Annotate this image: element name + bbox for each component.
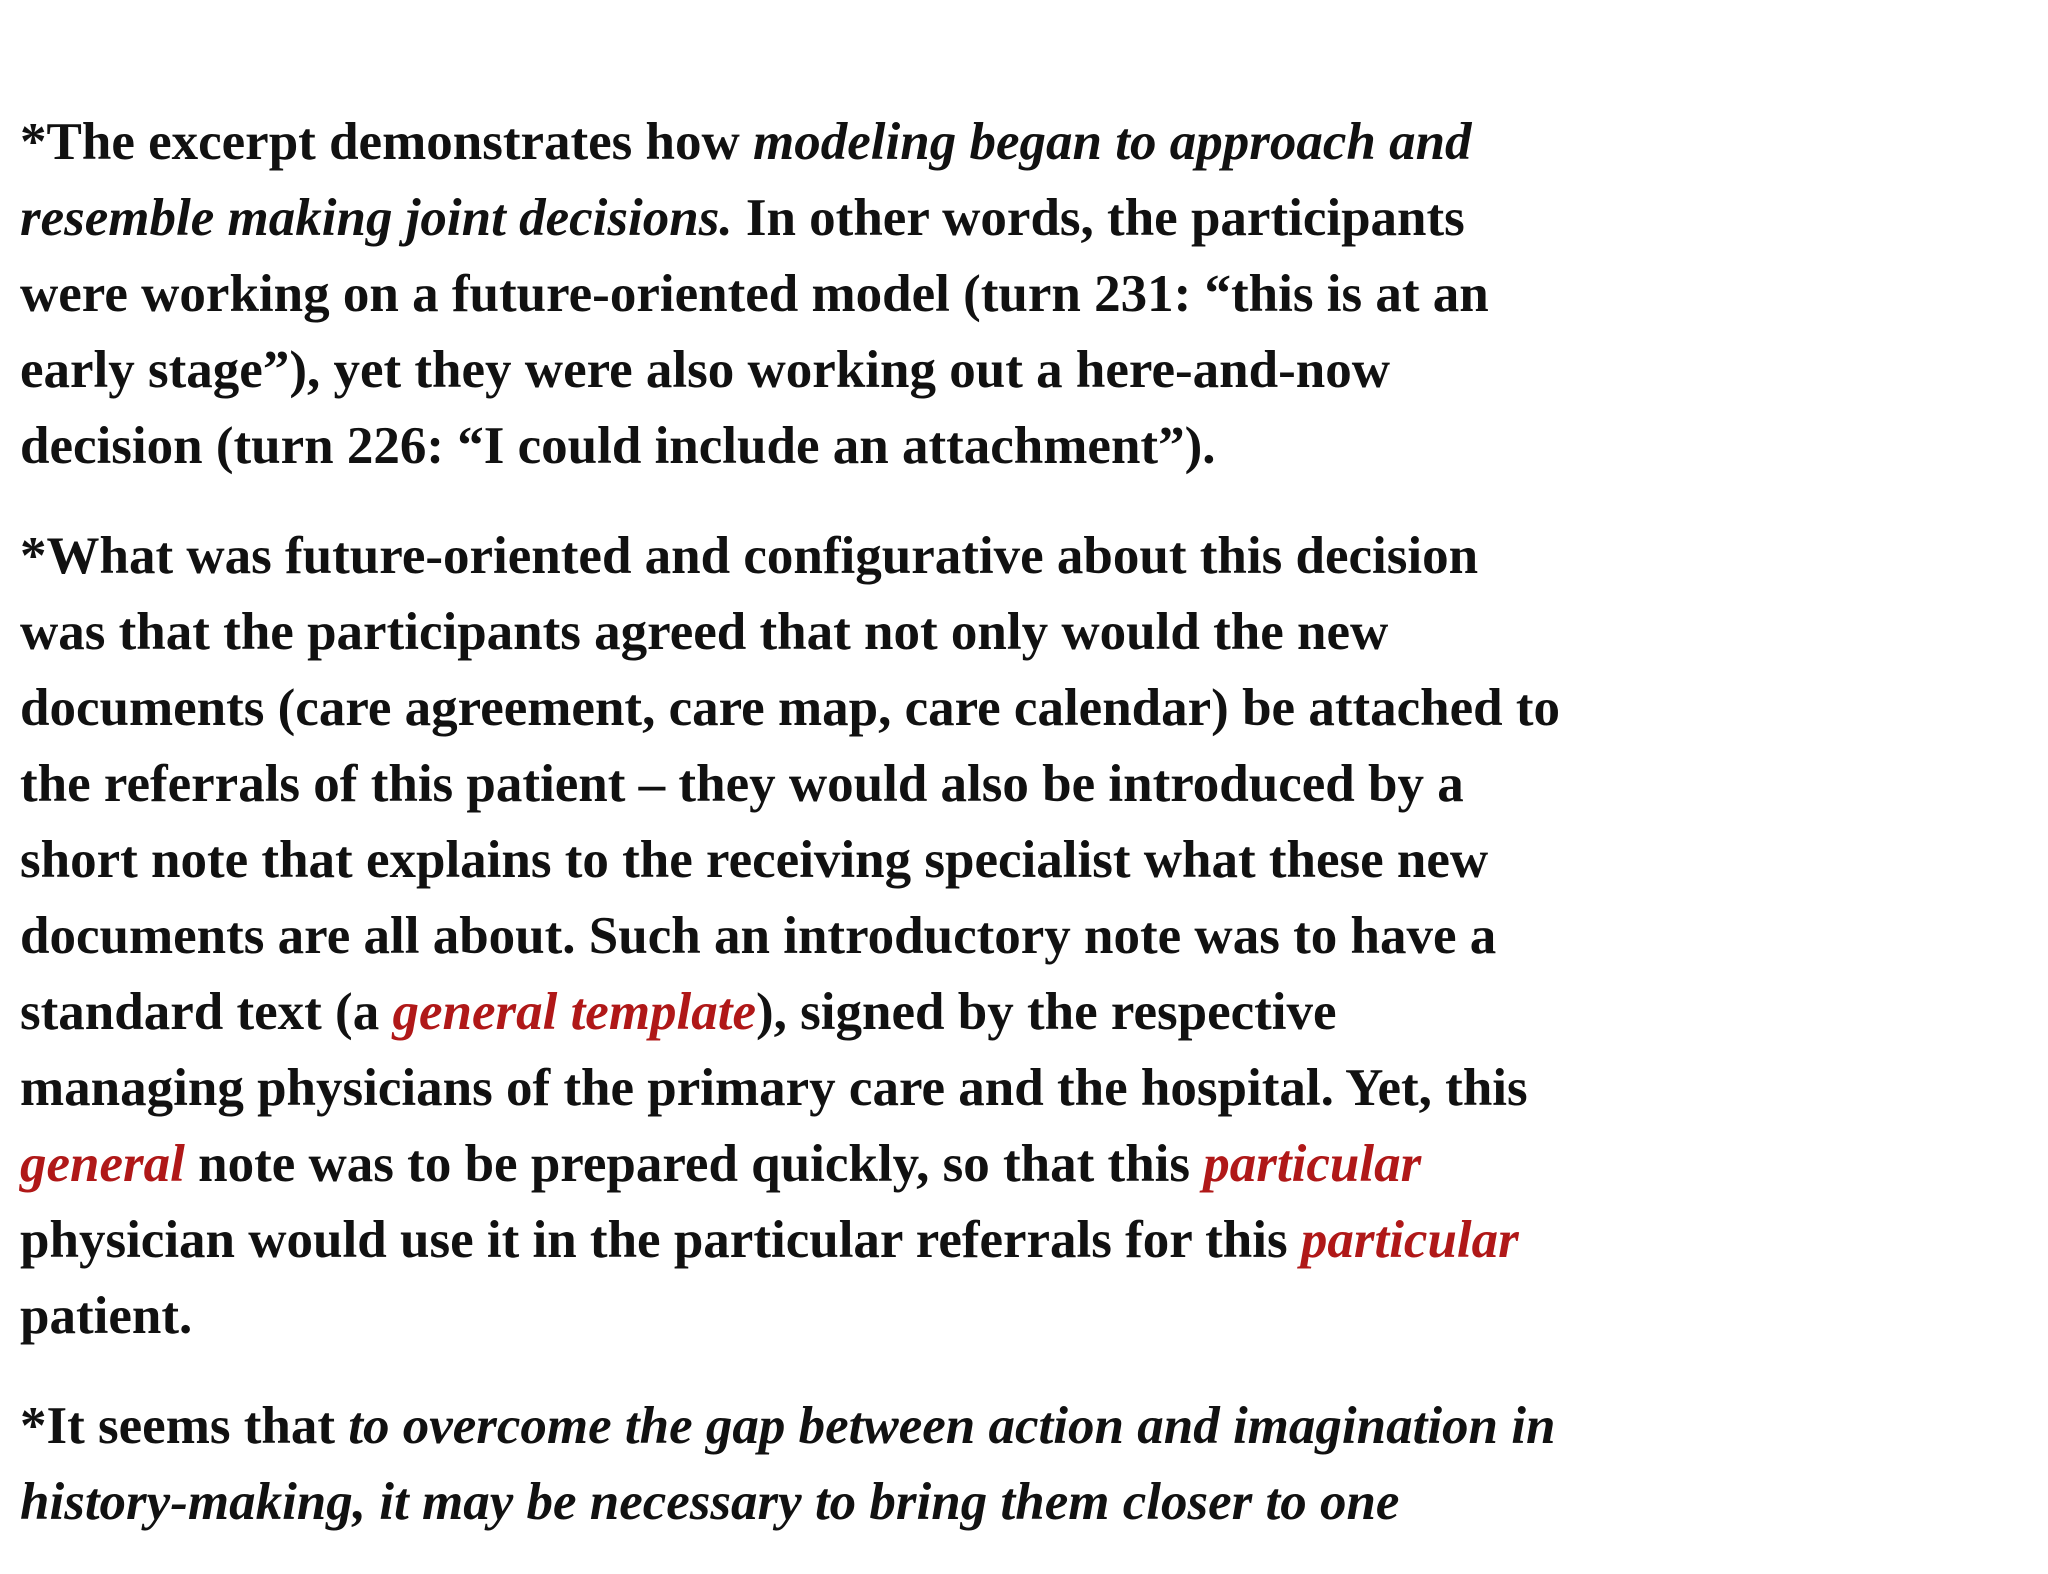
text-line <box>20 1126 1740 1202</box>
text-run: managing physicians of the primary care and the hospital. Yet, this <box>20 1059 1528 1117</box>
text-run: decision (turn 226: “I could include an attachment”). <box>20 417 1216 475</box>
text-line <box>20 594 1740 670</box>
text-run-italic: resemble making joint decisions. <box>20 189 733 247</box>
text-line <box>20 408 1740 484</box>
text-line <box>20 746 1740 822</box>
paragraph-gap-action-imagination <box>20 1388 1740 1540</box>
text-run: standard text (a <box>20 983 393 1041</box>
text-run: was that the participants agreed that not only would the new <box>20 603 1389 661</box>
text-run: documents are all about. Such an introductory note was to have a <box>20 907 1497 965</box>
text-run: were working on a future-oriented model (turn 231: “this is at an <box>20 265 1489 323</box>
text-line <box>20 898 1740 974</box>
text-run: patient. <box>20 1287 193 1345</box>
text-run-italic: modeling began to approach and <box>753 113 1472 171</box>
text-line <box>20 1464 1740 1540</box>
text-line <box>20 518 1740 594</box>
highlighted-term: general template <box>392 983 757 1041</box>
text-run: short note that explains to the receiving specialist what these new <box>20 831 1489 889</box>
text-line <box>20 1050 1740 1126</box>
text-line <box>20 1278 1740 1354</box>
text-line <box>20 104 1740 180</box>
text-line <box>20 1202 1740 1278</box>
text-run: In other words, the participants <box>732 189 1465 247</box>
highlighted-term: particular <box>1203 1135 1422 1193</box>
text-line <box>20 670 1740 746</box>
text-run: physician would use it in the particular referrals for this <box>20 1211 1301 1269</box>
paragraph-future-oriented-decision <box>20 518 1740 1354</box>
text-line <box>20 1388 1740 1464</box>
text-run: ), signed by the respective <box>756 983 1337 1041</box>
text-run: note was to be prepared quickly, so that this <box>184 1135 1204 1193</box>
text-line <box>20 256 1740 332</box>
text-line <box>20 974 1740 1050</box>
text-line <box>20 822 1740 898</box>
text-line <box>20 332 1740 408</box>
text-run: early stage”), yet they were also working out a here-and-now <box>20 341 1390 399</box>
text-run: *It seems that <box>20 1397 349 1455</box>
paragraph-excerpt-modeling <box>20 104 1740 484</box>
text-run-italic: history-making, it may be necessary to bring them closer to one <box>20 1473 1400 1531</box>
text-line <box>20 180 1740 256</box>
document-body <box>20 104 1740 1574</box>
text-run: *What was future-oriented and configurative about this decision <box>20 527 1479 585</box>
highlighted-term: particular <box>1300 1211 1519 1269</box>
text-run: the referrals of this patient – they would also be introduced by a <box>20 755 1464 813</box>
text-run-italic: to overcome the gap between action and imagination in <box>348 1397 1556 1455</box>
text-run: *The excerpt demonstrates how <box>20 113 754 171</box>
text-run: documents (care agreement, care map, care calendar) be attached to <box>20 679 1561 737</box>
highlighted-term: general <box>20 1135 185 1193</box>
